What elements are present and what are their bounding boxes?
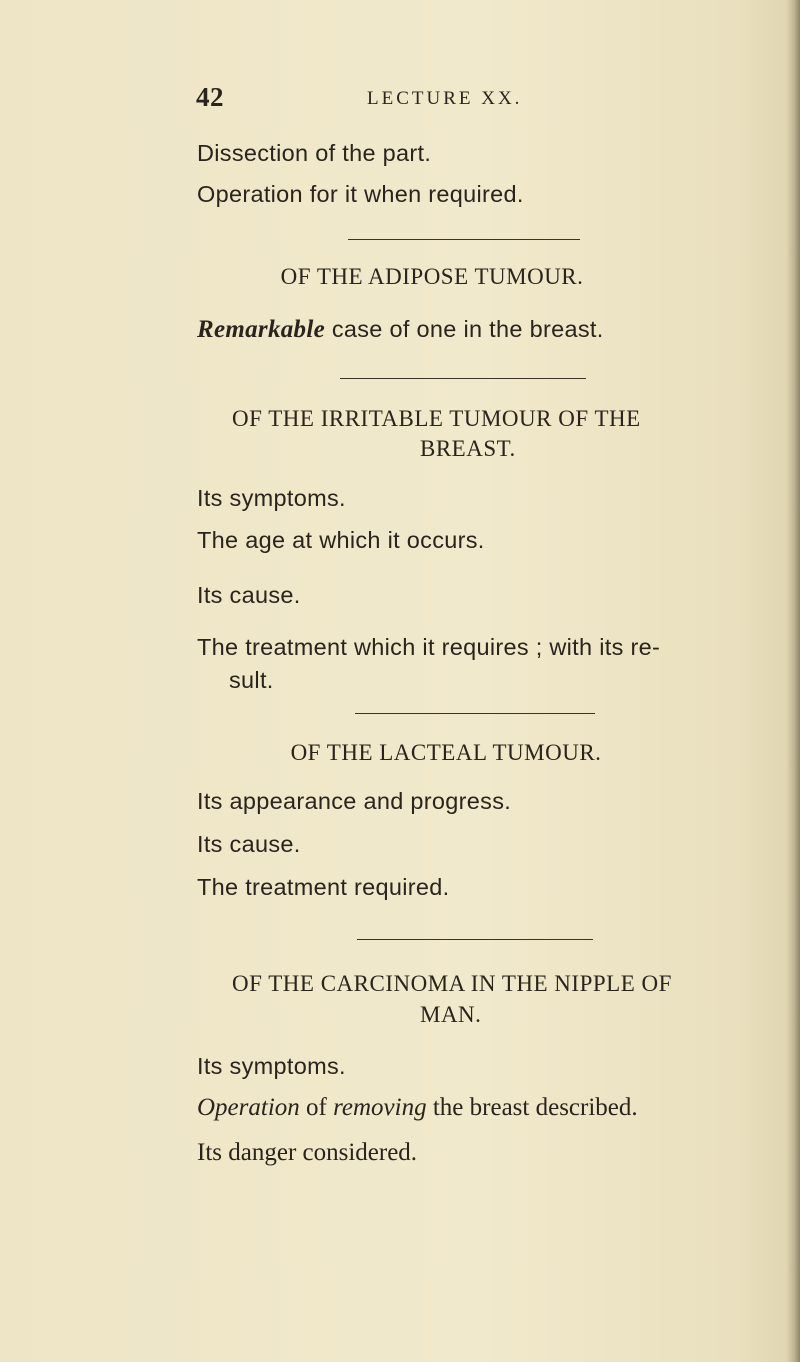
italic-text: Operation <box>197 1094 300 1121</box>
text-line: Its symptoms. <box>197 485 346 511</box>
text-line: Dissection of the part. <box>197 140 432 166</box>
section-heading: BREAST. <box>420 436 516 461</box>
italic-text: removing <box>333 1094 427 1121</box>
text-line <box>197 316 604 344</box>
section-divider <box>357 939 593 940</box>
page-header <box>0 82 800 112</box>
page-number: 42 <box>196 82 224 112</box>
section-divider <box>348 239 580 240</box>
running-head: LECTURE XX. <box>367 88 523 109</box>
text-line: Its cause. <box>197 831 301 857</box>
section-heading: OF THE LACTEAL TUMOUR. <box>290 740 602 765</box>
text-line: The treatment which it requires ; with its re- <box>197 634 661 660</box>
page-edge-shadow <box>786 0 800 1362</box>
text-line: Its symptoms. <box>197 1053 346 1079</box>
text-line: Operation for it when required. <box>197 181 524 207</box>
text-line: Its cause. <box>197 582 301 608</box>
text-segment: case of one in the breast. <box>325 316 604 342</box>
text-line: Its danger considered. <box>197 1139 418 1166</box>
text-segment: the breast described. <box>426 1094 638 1121</box>
section-divider <box>355 713 595 714</box>
text-line: Its appearance and progress. <box>197 788 512 814</box>
text-line: The age at which it occurs. <box>197 527 485 553</box>
section-divider <box>340 378 586 379</box>
section-heading: OF THE IRRITABLE TUMOUR OF THE <box>232 406 641 431</box>
section-heading: OF THE CARCINOMA IN THE NIPPLE OF <box>232 971 672 996</box>
text-segment: of <box>299 1094 334 1121</box>
text-line: The treatment required. <box>197 874 450 900</box>
text-line <box>197 1094 638 1122</box>
section-heading: OF THE ADIPOSE TUMOUR. <box>280 264 584 289</box>
section-heading: MAN. <box>420 1002 482 1027</box>
italic-text: Remarkable <box>197 316 325 343</box>
text-line: sult. <box>229 667 274 693</box>
